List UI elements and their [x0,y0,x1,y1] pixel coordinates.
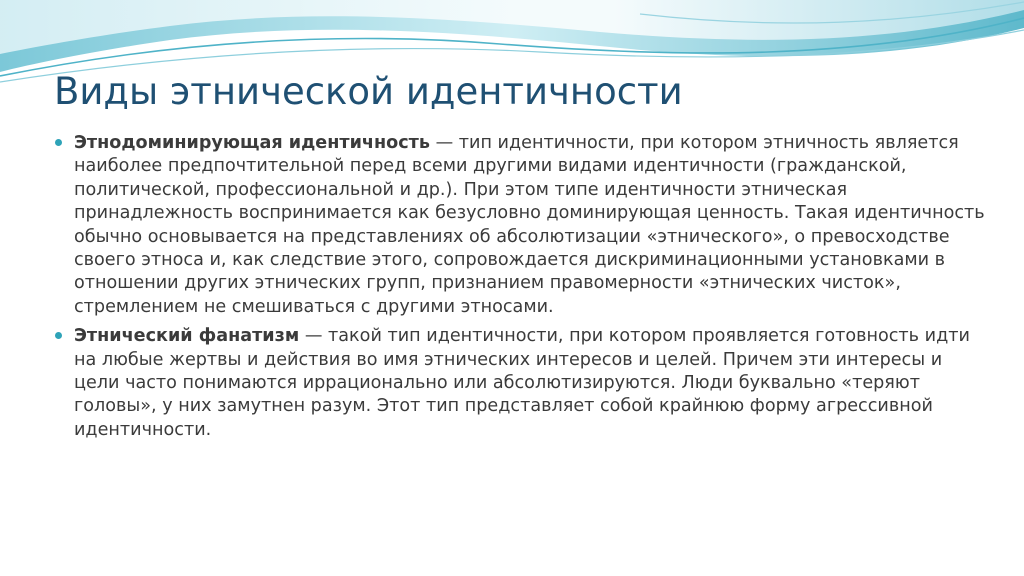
bullet-text: — такой тип идентичности, при котором проявляется готовность идти на любые жертвы и действия во имя этнических интересов и целей. Причем эти интересы и цели часто понимаются иррационально или абсолютизируются. Люди буквально «теряют головы», у них замутнен разум. Этот тип представляет собой крайнюю форму агрессивной идентичности. [74,326,970,440]
bullet-term: Этнический фанатизм [74,326,300,347]
bullet-icon [55,332,62,339]
slide-title: Виды этнической идентичности [54,70,683,113]
bullet-item-ethnodominant [54,132,989,319]
bullet-list [54,132,989,448]
bullet-term: Этнодоминирующая идентичность [74,133,430,153]
bullet-item-fanaticism [54,325,989,442]
bullet-text: — тип идентичности, при котором этничность является наиболее предпочтительной перед всеми другими видами идентичности (гражданской, политической, профессиональной и др.). При этом типе идентичности этническая принадлежность воспринимается как безусловно доминирующая ценность. Такая идентичность обычно основывается на представлениях об абсолютизации «этнического», о превосходстве своего этноса и, как следствие этого, сопровождается дискриминационными установками в отношении других этнических групп, признанием правомерности «этнических чисток», стремлением не смешиваться с другими этносами. [74,133,985,317]
bullet-icon [55,139,62,146]
